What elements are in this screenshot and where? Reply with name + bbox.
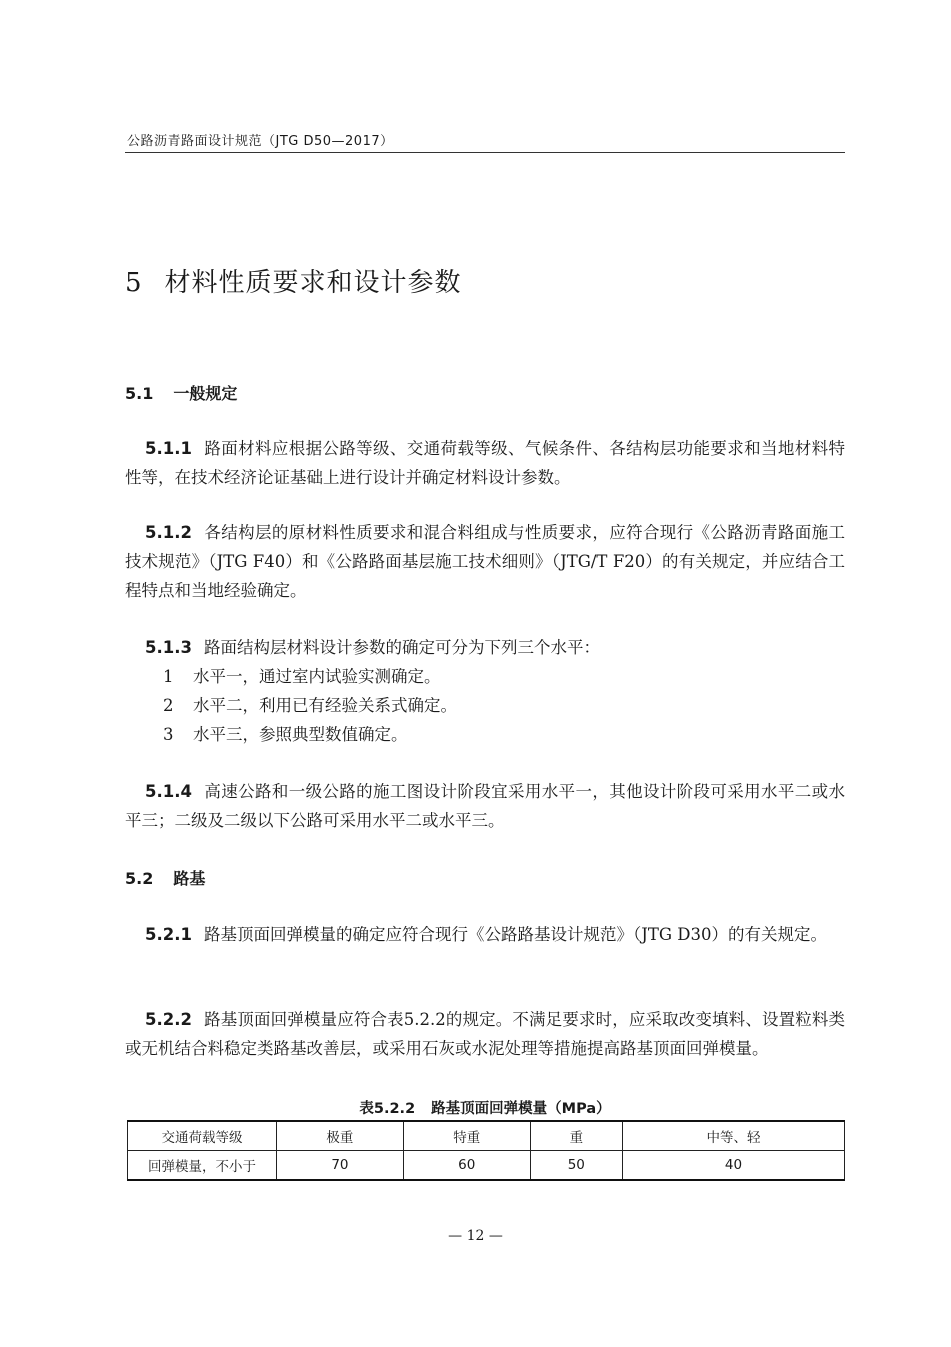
list-item-text: 水平二，利用已有经验关系式确定。 <box>193 696 457 715</box>
clause-text: 路面材料应根据公路等级、交通荷载等级、气候条件、各结构层功能要求和当地材料特性等，在技术经济论证基础上进行设计并确定材料设计参数。 <box>125 439 845 487</box>
table-caption <box>125 1097 845 1118</box>
list-item-number: 1 <box>163 667 174 686</box>
chapter-title-text: 材料性质要求和设计参数 <box>164 268 462 298</box>
section-heading-5-2 <box>125 866 205 889</box>
list-item <box>163 662 441 691</box>
clause-number: 5.1.2 <box>145 523 192 542</box>
modulus-table <box>127 1120 845 1181</box>
clause-5-1-4 <box>125 777 845 835</box>
list-item-text: 水平三，参照典型数值确定。 <box>193 725 408 744</box>
section-title-text: 路基 <box>173 869 206 888</box>
clause-number: 5.2.2 <box>145 1010 192 1029</box>
clause-number: 5.1.4 <box>145 782 192 801</box>
table-title: 路基顶面回弹模量（MPa） <box>431 1101 611 1117</box>
list-item-number: 2 <box>163 696 174 715</box>
table-header-cell: 极重 <box>277 1121 404 1151</box>
chapter-number: 5 <box>125 268 143 298</box>
section-number: 5.1 <box>125 384 154 403</box>
table-row <box>128 1151 845 1181</box>
clause-5-1-3 <box>125 633 845 662</box>
table-header-cell: 特重 <box>403 1121 530 1151</box>
table-number: 表5.2.2 <box>359 1101 416 1117</box>
clause-number: 5.2.1 <box>145 925 192 944</box>
list-item-number: 3 <box>163 725 174 744</box>
header-divider <box>125 152 845 153</box>
clause-5-1-1 <box>125 434 845 492</box>
table-cell: 60 <box>403 1151 530 1181</box>
page-number: — 12 — <box>448 1228 503 1244</box>
clause-5-2-2 <box>125 1005 845 1063</box>
table-cell: 50 <box>530 1151 622 1181</box>
table-header-cell: 交通荷载等级 <box>128 1121 277 1151</box>
table-header-cell: 中等、轻 <box>622 1121 844 1151</box>
list-item <box>163 691 457 720</box>
clause-text: 各结构层的原材料性质要求和混合料组成与性质要求，应符合现行《公路沥青路面施工技术规范》（JTG F40）和《公路路面基层施工技术细则》（JTG/T F20）的有关规定，并应结合工程特点和当地经验确定。 <box>125 523 845 600</box>
running-header: 公路沥青路面设计规范（JTG D50—2017） <box>127 134 394 149</box>
list-item <box>163 720 408 749</box>
table-cell: 回弹模量，不小于 <box>128 1151 277 1181</box>
clause-text: 高速公路和一级公路的施工图设计阶段宜采用水平一，其他设计阶段可采用水平二或水平三；二级及二级以下公路可采用水平二或水平三。 <box>125 782 845 830</box>
clause-number: 5.1.1 <box>145 439 192 458</box>
table-header-row <box>128 1121 845 1151</box>
section-title-text: 一般规定 <box>173 384 238 403</box>
clause-number: 5.1.3 <box>145 638 192 657</box>
clause-text: 路基顶面回弹模量应符合表5.2.2的规定。不满足要求时，应采取改变填料、设置粒料类或无机结合料稳定类路基改善层，或采用石灰或水泥处理等措施提高路基顶面回弹模量。 <box>125 1010 845 1058</box>
clause-text: 路基顶面回弹模量的确定应符合现行《公路路基设计规范》（JTG D30）的有关规定。 <box>203 925 828 944</box>
section-heading-5-1 <box>125 381 237 404</box>
section-number: 5.2 <box>125 869 154 888</box>
clause-5-1-2 <box>125 518 845 605</box>
list-item-text: 水平一，通过室内试验实测确定。 <box>193 667 441 686</box>
clause-5-2-1 <box>125 920 845 949</box>
clause-text: 路面结构层材料设计参数的确定可分为下列三个水平： <box>203 638 600 657</box>
table-header-cell: 重 <box>530 1121 622 1151</box>
table-cell: 70 <box>277 1151 404 1181</box>
chapter-title <box>125 262 462 299</box>
table-cell: 40 <box>622 1151 844 1181</box>
